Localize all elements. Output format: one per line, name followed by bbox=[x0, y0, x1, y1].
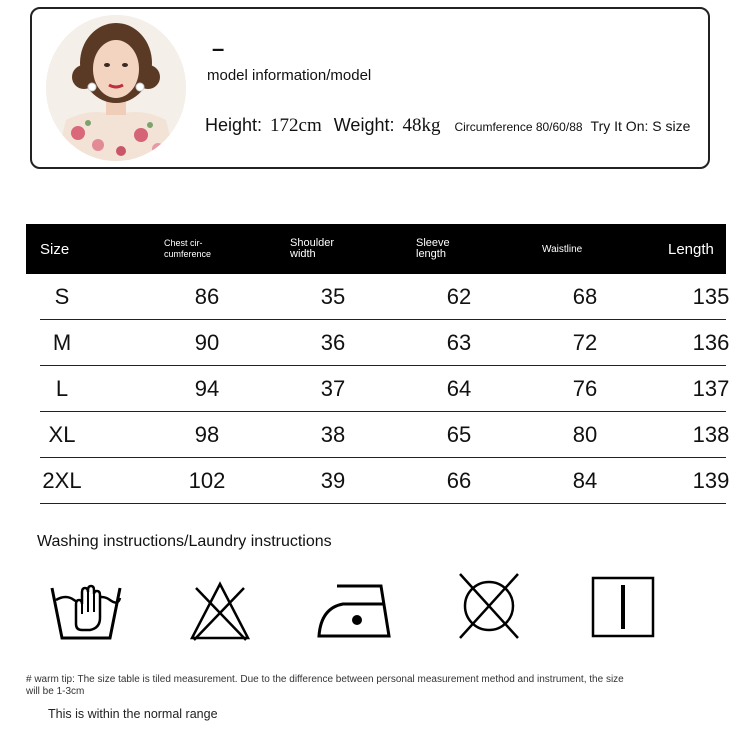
table-cell: 63 bbox=[446, 329, 472, 355]
size-table-body bbox=[26, 274, 730, 504]
table-cell: 39 bbox=[320, 467, 346, 493]
table-cell: 137 bbox=[692, 375, 730, 401]
table-cell: 68 bbox=[572, 283, 598, 309]
warm-tip-text: # warm tip: The size table is tiled measurement. Due to the difference between personal measurement method and instrument, the size will be 1-3cm bbox=[26, 674, 624, 697]
model-info-card bbox=[30, 7, 710, 169]
table-cell: 2XL bbox=[42, 467, 82, 493]
header-shoulder: Shoulder width bbox=[290, 237, 335, 260]
model-avatar bbox=[46, 15, 186, 161]
table-cell: 139 bbox=[692, 467, 730, 493]
table-cell: L bbox=[55, 375, 69, 401]
normal-range-text: This is within the normal range bbox=[48, 707, 218, 721]
circumference-value: Circumference 80/60/88 bbox=[454, 120, 583, 134]
height-value: 172cm bbox=[270, 115, 322, 136]
try-on-size: Try It On: S size bbox=[590, 118, 691, 134]
model-stats bbox=[205, 115, 690, 137]
table-cell: 138 bbox=[692, 421, 730, 447]
washing-title: Washing instructions/Laundry instructions bbox=[37, 533, 332, 550]
model-dash: – bbox=[212, 36, 225, 61]
table-cell: 62 bbox=[446, 283, 472, 309]
size-table-header bbox=[26, 224, 726, 274]
table-cell: 65 bbox=[446, 421, 472, 447]
table-cell: 80 bbox=[572, 421, 598, 447]
size-table bbox=[26, 224, 730, 504]
height-label: Height: bbox=[205, 115, 263, 135]
table-row bbox=[40, 274, 730, 320]
table-cell: S bbox=[54, 283, 70, 309]
table-row bbox=[40, 320, 730, 366]
header-length: Length bbox=[668, 240, 714, 258]
table-cell: 38 bbox=[320, 421, 346, 447]
table-cell: 36 bbox=[320, 329, 346, 355]
table-cell: 102 bbox=[188, 467, 226, 493]
table-cell: 76 bbox=[572, 375, 598, 401]
table-cell: 94 bbox=[194, 375, 220, 401]
table-cell: 98 bbox=[194, 421, 220, 447]
no-bleach-icon bbox=[188, 580, 252, 642]
table-cell: 136 bbox=[692, 329, 730, 355]
table-cell: 84 bbox=[572, 467, 598, 493]
table-cell: M bbox=[52, 329, 72, 355]
table-cell: 37 bbox=[320, 375, 346, 401]
header-chest: Chest cir- cumference bbox=[164, 238, 212, 259]
table-cell: 66 bbox=[446, 467, 472, 493]
table-cell: 90 bbox=[194, 329, 220, 355]
weight-value: 48kg bbox=[402, 115, 441, 136]
header-sleeve: Sleeve length bbox=[416, 237, 450, 260]
table-cell: 72 bbox=[572, 329, 598, 355]
no-tumble-dry-icon bbox=[456, 572, 522, 640]
hand-wash-icon bbox=[48, 574, 124, 642]
header-waistline: Waistline bbox=[542, 243, 583, 255]
table-cell: XL bbox=[48, 421, 76, 447]
table-row bbox=[40, 366, 730, 412]
weight-label: Weight: bbox=[333, 115, 395, 135]
table-row bbox=[40, 458, 730, 504]
table-cell: 35 bbox=[320, 283, 346, 309]
table-cell: 135 bbox=[692, 283, 730, 309]
table-row bbox=[40, 412, 730, 458]
table-cell: 86 bbox=[194, 283, 220, 309]
iron-low-heat-icon bbox=[315, 578, 395, 640]
table-cell: 64 bbox=[446, 375, 472, 401]
header-size: Size bbox=[40, 240, 70, 258]
line-dry-icon bbox=[590, 575, 656, 639]
model-info-label: model information/model bbox=[207, 67, 372, 84]
